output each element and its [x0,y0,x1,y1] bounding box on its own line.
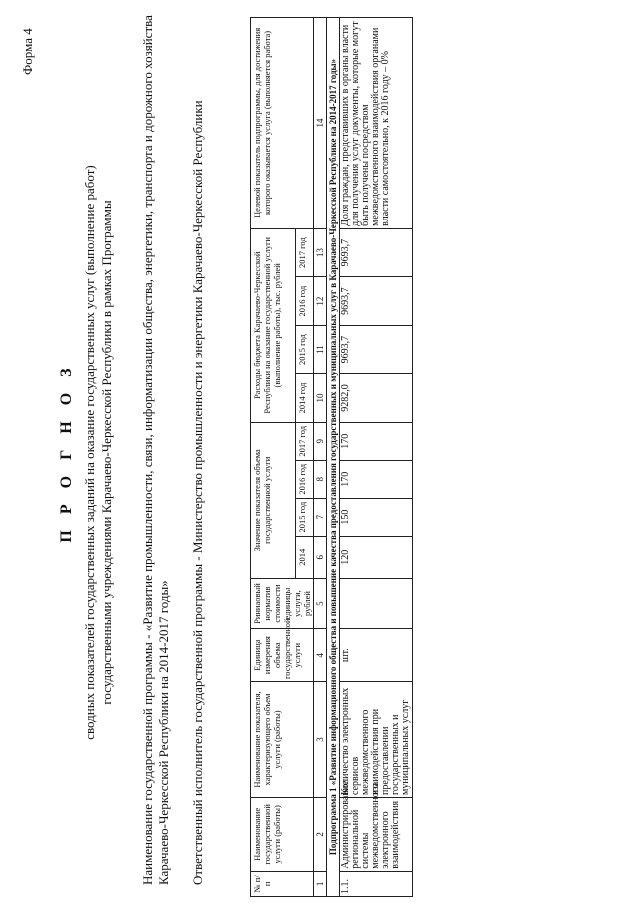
column-number: 10 [314,374,327,422]
row-value-2015: 150 [340,498,413,536]
header-norm: Риниаовый норматив стоимости единицы услуги, рублей [251,578,314,629]
column-number: 2 [314,797,327,871]
header-year: 2015 год [296,498,314,536]
header-row-1 [251,18,296,897]
row-unit: шт. [340,629,413,682]
header-num: № п/п [251,871,314,896]
form-label: Форма 4 [20,28,35,75]
header-budget-year: 2014 год [296,374,314,422]
row-budget-2014: 9282,0 [340,374,413,422]
column-number: 5 [314,578,327,629]
row-budget-2016: 9693,7 [340,277,413,325]
column-number: 1 [314,871,327,896]
table-row [340,18,413,897]
row-num: 1.1. [340,871,413,896]
header-unit: Единица измерения объема государственной услуги [251,629,314,682]
row-indicator: Количество электронных сервисов межведомственного взаимодействия при предоставлении государственных и муниципальных услуг [340,682,413,798]
column-number: 7 [314,498,327,536]
column-number-row [314,18,327,897]
column-number: 3 [314,682,327,798]
row-budget-2017: 9693,7 [340,228,413,276]
row-budget-2015: 9693,7 [340,325,413,373]
column-number: 9 [314,422,327,460]
subtitle-line-1: сводных показателей государственных заданий на оказание государственных услуг (выполнение работ) [82,165,97,740]
column-number: 13 [314,228,327,276]
column-number: 6 [314,536,327,578]
column-number: 11 [314,325,327,373]
column-number: 8 [314,460,327,498]
row-value-2014: 120 [340,536,413,578]
header-budget-year: 2016 год [296,277,314,325]
row-value-2016: 170 [340,460,413,498]
subprogram-title: Подпрограмма 1 «Развитие информационного общества и повышение качества предоставления государственных и муниципальных услуг в Карачаево-Черкесской Республике на 2014-2017 годы» [327,18,340,897]
header-budget: Расходы бюджета Карачаево-Черкесской Республики на оказание государственной услуги (выполнение работы), тыс. рублей [251,228,296,422]
subprogram-row [327,18,340,897]
row-service: Администрирование региональной системы межведомственного электронного взаимодействия [340,797,413,871]
header-budget-year: 2015 год [296,325,314,373]
program-name: Наименование государственной программы - «Развитие промышленности, связи, информатизации общества, энергетики, транспорта и дорожного хозяйства Карачаево-Черкесской Республики на 2014-2017 годы» [140,15,171,885]
column-number: 4 [314,629,327,682]
header-service: Наименование государственной услуги (работы) [251,797,314,871]
subtitle-line-2: государственными учреждениями Карачаево-Черкесской Республики в рамках Программы [99,200,114,705]
row-value-2017: 170 [340,422,413,460]
header-year: 2016 год [296,460,314,498]
header-year: 2017 год [296,422,314,460]
row-target: Доля граждан, представивших в органы власти для получения услуг документы, которые могут быть получены посредством межведомственного взаимодействия органами власти самостоятельно, к 2016 году – 0% [340,18,413,229]
header-target: Целевой показатель подпрограммы, для достижения которого оказывается услуга (выполняется работа) [251,18,314,229]
document-title: П Р О Г Н О З [58,362,75,543]
responsible-executor: Ответственный исполнитель государственной программы - Министерство промышленности и энергетики Карачаево-Черкесской Республики [190,100,205,885]
header-year: 2014 [296,536,314,578]
column-number: 14 [314,18,327,229]
header-value: Значение показателя объема государственной услуги [251,422,296,578]
column-number: 12 [314,277,327,325]
forecast-table [250,17,413,897]
header-budget-year: 2017 год [296,228,314,276]
row-norm [340,578,413,629]
header-indicator: Наименование показателя, характеризующего объем услуги (работы) [251,682,314,798]
